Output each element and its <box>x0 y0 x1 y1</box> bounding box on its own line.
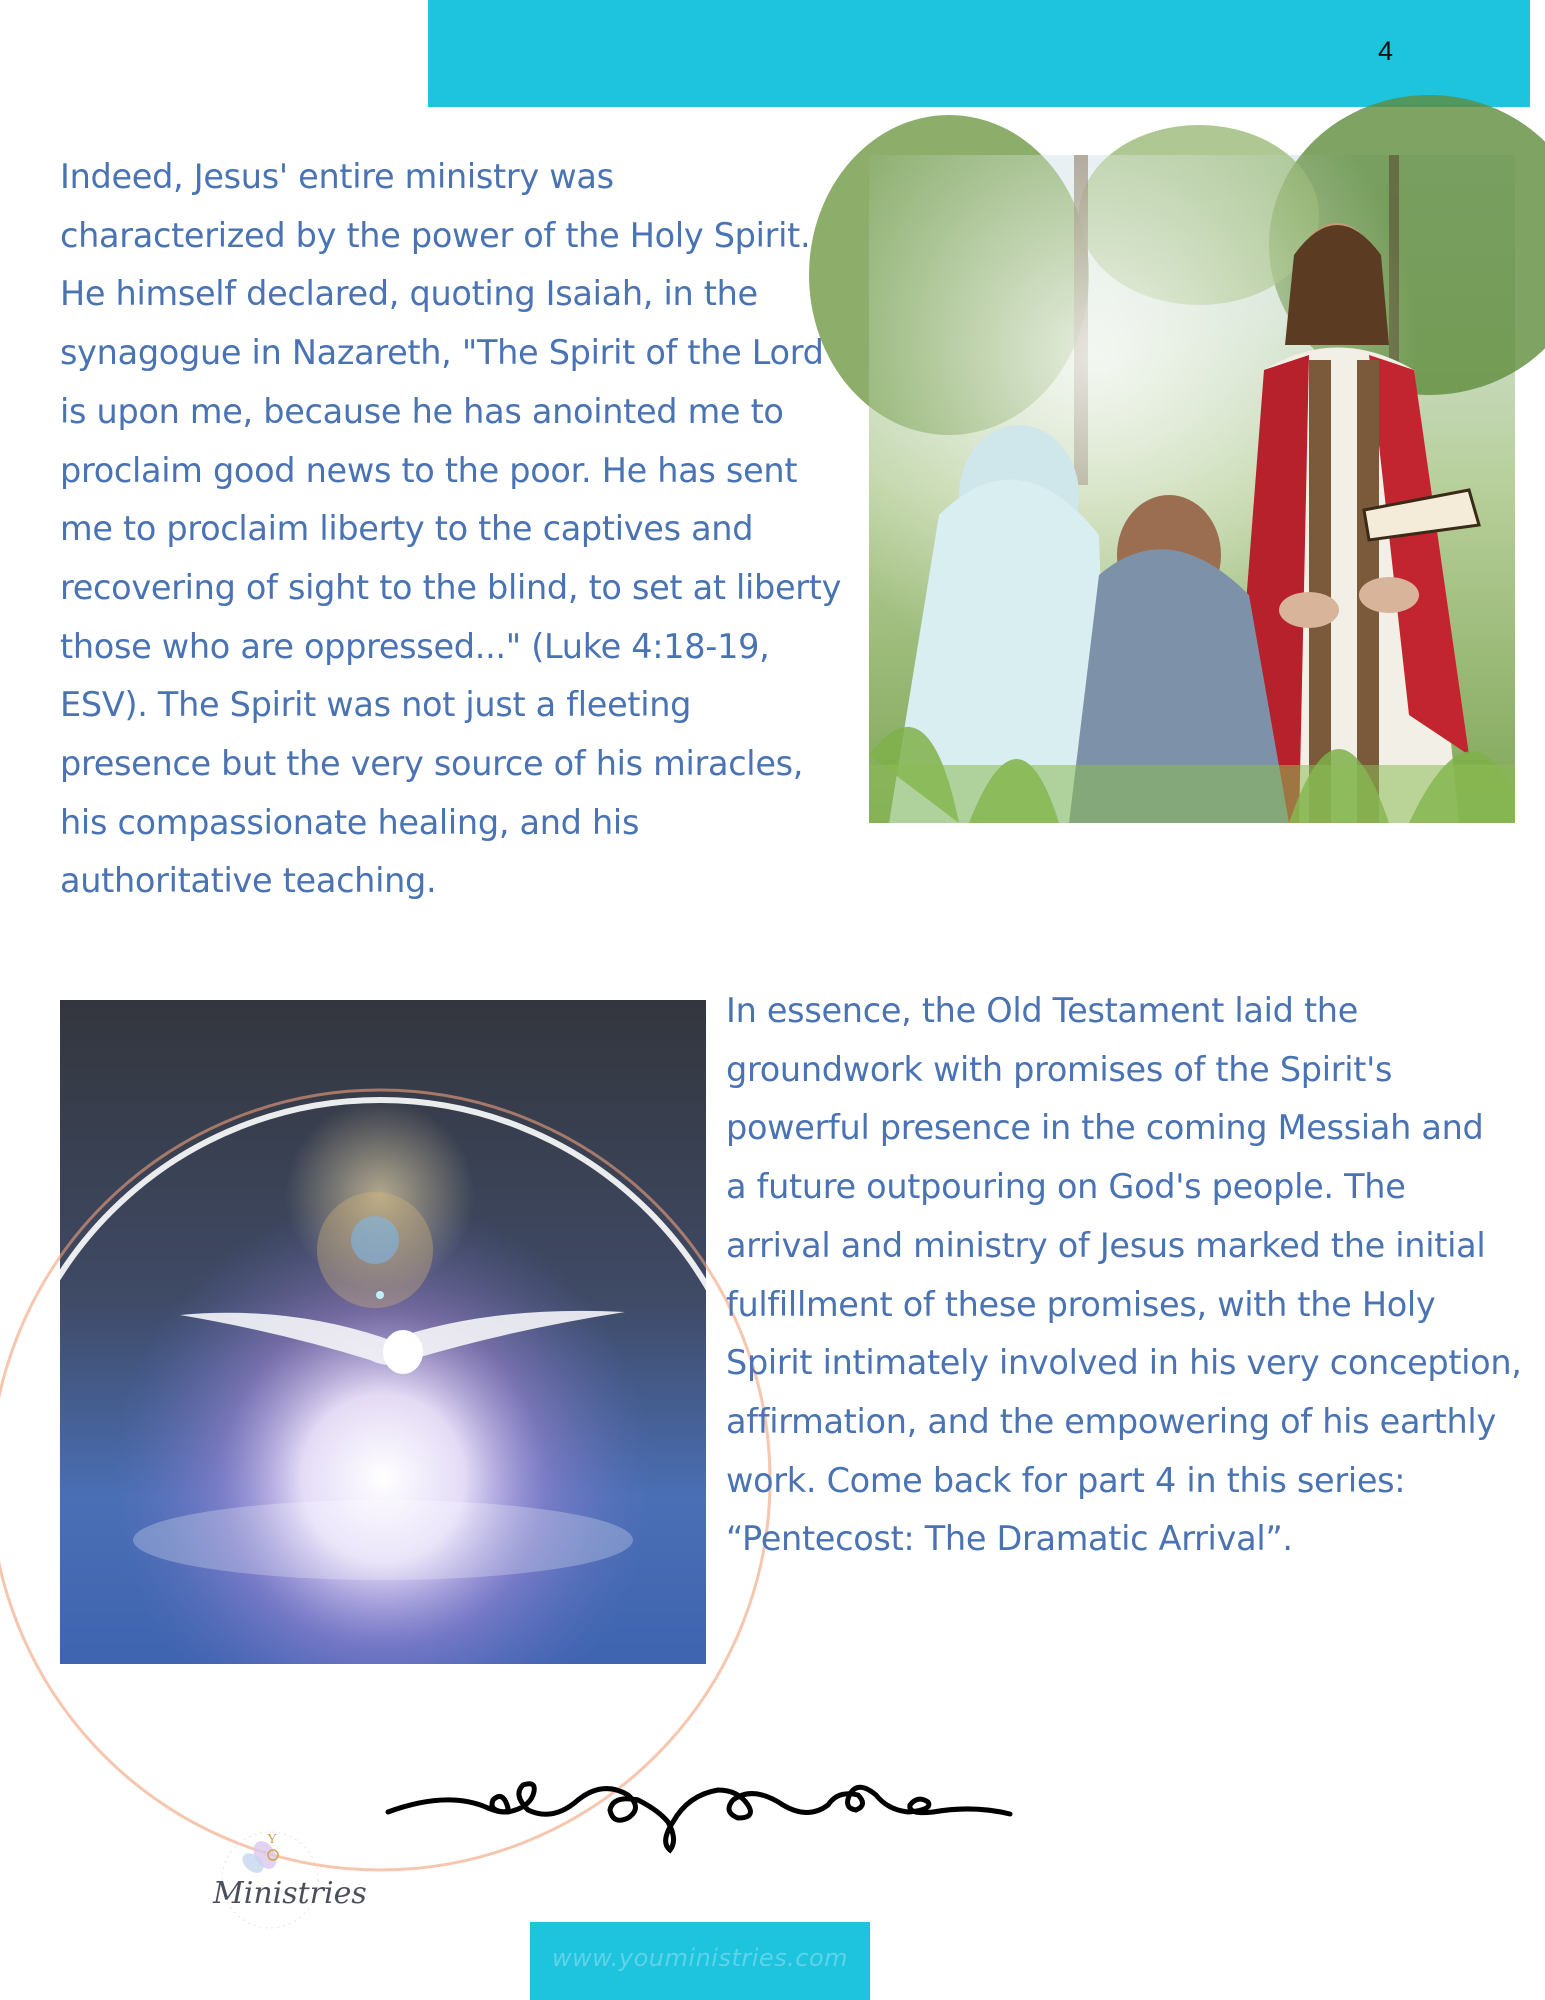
text-line: powerful presence in the coming Messiah and <box>726 1108 1484 1148</box>
header-bar <box>428 0 1530 107</box>
text-line: those who are oppressed..." (Luke 4:18-19, <box>60 626 770 666</box>
text-line: work. Come back for part 4 in this series: <box>726 1460 1406 1500</box>
text-line: affirmation, and the empowering of his earthly <box>726 1401 1496 1441</box>
text-line: ESV). The Spirit was not just a fleeting <box>60 685 692 725</box>
text-line: recovering of sight to the blind, to set at liberty <box>60 567 842 607</box>
page-number: 4 <box>1378 36 1394 66</box>
text-line: He himself declared, quoting Isaiah, in the <box>60 274 758 314</box>
text-line: proclaim good news to the poor. He has sent <box>60 450 798 490</box>
text-line: In essence, the Old Testament laid the <box>726 991 1359 1030</box>
text-line: Spirit intimately involved in his very conception, <box>726 1343 1522 1383</box>
text-line: me to proclaim liberty to the captives and <box>60 509 754 549</box>
svg-text:Y: Y <box>267 1832 278 1847</box>
text-line: characterized by the power of the Holy Spirit. <box>60 215 811 255</box>
text-line: presence but the very source of his miracles, <box>60 744 804 784</box>
logo-text: Ministries <box>213 1876 367 1911</box>
text-line: “Pentecost: The Dramatic Arrival”. <box>726 1519 1293 1559</box>
text-line: fulfillment of these promises, with the Holy <box>726 1284 1436 1324</box>
paragraph-jesus-ministry <box>60 148 860 911</box>
text-line: Indeed, Jesus' entire ministry was <box>60 157 614 196</box>
ministries-logo <box>205 1825 367 1935</box>
text-line: a future outpouring on God's people. The <box>726 1167 1406 1207</box>
dove-light-photo <box>60 1000 706 1664</box>
text-line: groundwork with promises of the Spirit's <box>726 1049 1393 1089</box>
footer-bar <box>530 1922 870 2000</box>
text-line: synagogue in Nazareth, "The Spirit of the Lord <box>60 333 824 373</box>
flourish-divider <box>388 1750 1010 1860</box>
footer-website-link[interactable]: www.youministries.com <box>551 1944 849 1972</box>
paragraph-old-testament-summary <box>726 982 1526 1569</box>
text-line: his compassionate healing, and his <box>60 802 640 842</box>
text-line: is upon me, because he has anointed me to <box>60 391 784 431</box>
jesus-with-women-photo <box>869 155 1515 823</box>
text-line: authoritative teaching. <box>60 861 437 901</box>
text-line: arrival and ministry of Jesus marked the initial <box>726 1225 1486 1265</box>
